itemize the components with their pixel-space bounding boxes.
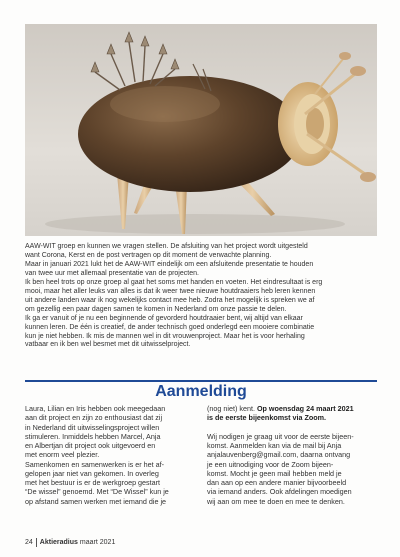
magazine-name: Aktieradius <box>39 538 78 546</box>
right-line: dan aan op een andere manier bijvoorbeeld <box>207 478 347 487</box>
intro-line: om gezellig een paar dagen samen te komen in Nederland om onze passie te delen. <box>25 305 287 313</box>
intro-line: uit andere landen waar ik nog wekelijks contact mee heb. Zodra het mogelijk is spreken we af <box>25 296 315 304</box>
section-divider <box>25 380 377 382</box>
intro-line: Ik ben heel trots op onze groep al gaat het soms met handen en voeten. Het eindresultaat is erg <box>25 278 323 286</box>
event-zoom-text: is de eerste bijeenkomst via Zoom. <box>207 413 327 423</box>
intro-line: want Corona, Kerst en de post vertragen op dit moment de verwachte planning. <box>25 251 272 259</box>
right-spacer <box>207 423 377 432</box>
email-line[interactable]: anjalauvenberg@gmail.com, daarna ontvang <box>207 450 351 460</box>
event-date-text: Op woensdag 24 maart 2021 <box>256 404 354 413</box>
left-line: in Nederland dit uitwisselingsproject willen <box>25 422 160 432</box>
right-line: komst. Mocht je geen mail hebben meld je <box>207 468 342 478</box>
left-line: met enorm veel plezier. <box>25 450 100 460</box>
wooden-sculpture-photo <box>25 24 377 236</box>
right-column <box>207 404 377 506</box>
left-line: Laura, Lilian en Iris hebben ook meegedaan <box>25 404 166 413</box>
intro-text <box>25 243 377 350</box>
left-line: gelopen jaar niet van gekomen. In overleg <box>25 468 159 478</box>
section-title: Aanmelding <box>155 383 247 400</box>
right-line: wij aan om mee te doen en mee te denken. <box>207 496 345 506</box>
sculpture-illustration <box>25 24 377 236</box>
right-line: je een uitnodiging voor de Zoom bijeen- <box>207 459 334 469</box>
left-line: Samenkomen en samenwerken is er het af- <box>25 459 165 469</box>
right-line-second <box>207 413 377 422</box>
page-footer <box>25 536 115 548</box>
left-line: en Albertjan dit project ook uitgevoerd en <box>25 441 156 450</box>
issue-date: maart 2021 <box>79 538 116 546</box>
intro-line: van twee uur met allemaal presentatie van de projecten. <box>25 269 199 277</box>
right-line-first <box>207 404 377 413</box>
right-line-plain: (nog niet) kent. <box>207 404 257 413</box>
intro-line: Maar in januari 2021 lukt het de AAW-WIT eindelijk om een afsluitende presentatie te houden <box>25 260 314 268</box>
right-line: via iemand anders. Ook afdelingen moedigen <box>207 487 352 497</box>
intro-line: vatbaar en ik ben wel besmet met dit uitwisselproject. <box>25 341 191 349</box>
left-line: op afstand samen werken met iemand die je <box>25 496 167 506</box>
right-line: komst. Aanmelden kan via de mail bij Anja <box>207 441 342 450</box>
left-line: met het bestuur is er de werkgroep gestart <box>25 478 161 487</box>
footer-separator <box>36 538 37 547</box>
intro-line: mooi, maar het aller leuks van alles is dat ik weer twee nieuwe houtdraaiers heb leren kennen <box>25 287 316 295</box>
left-line: aan dit project en zijn zo enthousiast dat zij <box>25 413 163 423</box>
right-line: Wij nodigen je graag uit voor de eerste bijeen- <box>207 431 354 441</box>
intro-line: AAW-WIT groep en kunnen we vragen stellen. De afsluiting van het project wordt uitgesteld <box>25 243 308 250</box>
page-number: 24 <box>25 538 33 546</box>
intro-line: kun je niet hebben. Ik mis de mannen wel in dit vrouwenproject. Maar het is voor herhaling <box>25 332 305 340</box>
left-line: “De wissel” genoemd. Met “De Wissel” kun je <box>25 487 169 497</box>
intro-line: kunnen leren. De één is creatief, de ander technisch goed onderlegd een mooiere combinatie <box>25 323 315 331</box>
left-line: stimuleren. Inmiddels hebben Marcel, Anja <box>25 431 161 441</box>
left-column <box>25 404 195 506</box>
intro-line: Ik ga er vanuit of je nu een beginnende of gevorderd houtdraaier bent, wij altijd van elkaar <box>25 314 303 322</box>
